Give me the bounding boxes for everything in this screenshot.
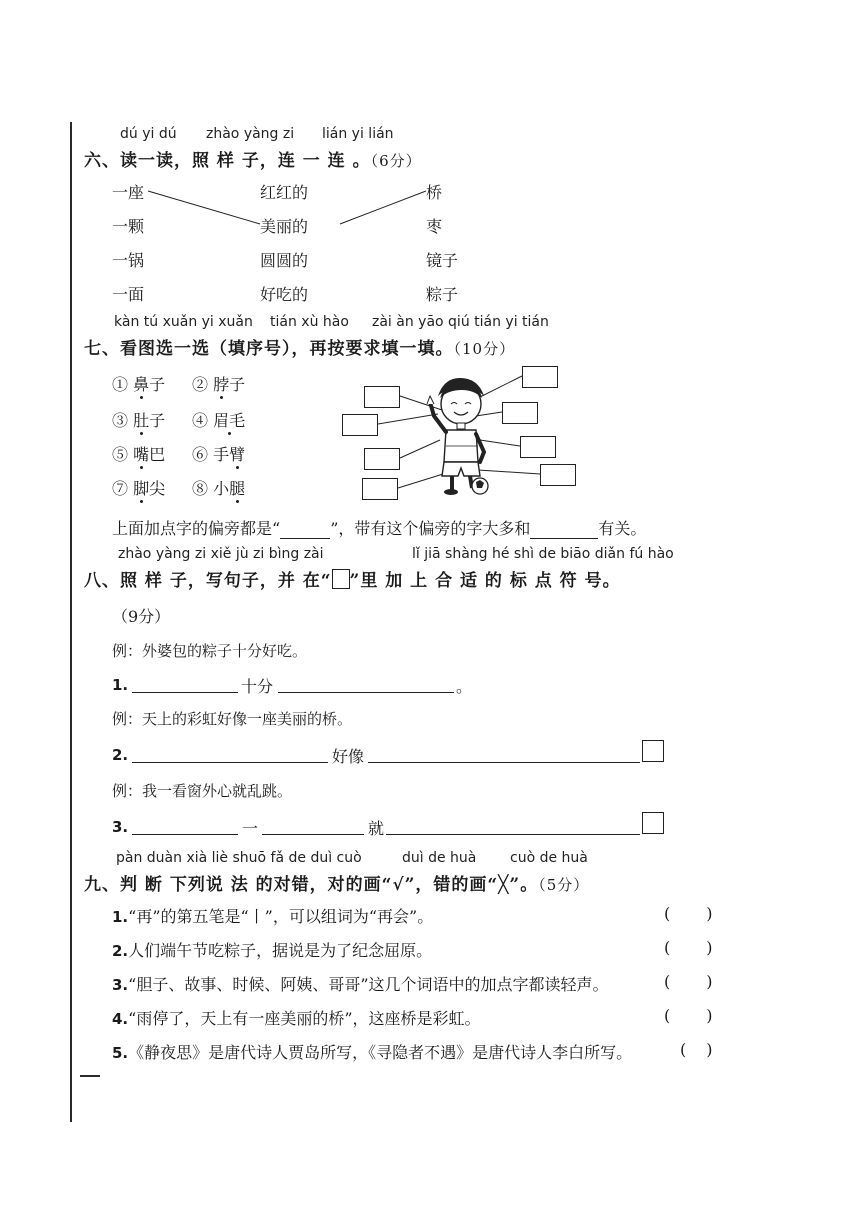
section-9-score: （5分） (538, 876, 590, 894)
label-box[interactable] (364, 448, 400, 470)
label-box[interactable] (540, 464, 576, 486)
q2-keyword: 好像 (332, 747, 365, 766)
radical-blank[interactable] (280, 519, 330, 539)
q3-keyword-2: 就 (368, 819, 385, 838)
q3-blank-3[interactable] (386, 834, 640, 835)
pinyin-tian-xu-hao: tián xù hào (270, 314, 349, 330)
option-4: ④ 眉毛 (192, 411, 246, 430)
pinyin-cuo-de-hua: cuò de huà (510, 850, 588, 866)
pinyin-lian-yi-lian: lián yi lián (322, 126, 394, 142)
answer-paren-1[interactable]: ( ) (664, 904, 713, 923)
label-box[interactable] (364, 386, 400, 408)
section-9-title-text: 九、判 断 下列说 法 的对错，对的画“√”，错的画“╳”。 (84, 875, 539, 895)
section-7-title-text: 七、看图选一选（填序号），再按要求填一填。 (84, 339, 454, 359)
q3-keyword-1: 一 (242, 819, 259, 838)
q3-punct-box[interactable] (642, 812, 664, 834)
q2-punct-box[interactable] (642, 740, 664, 762)
col2-item: 红红的 (260, 183, 309, 202)
col3-item: 枣 (426, 217, 443, 236)
pinyin-du-yi-du: dú yi dú (120, 126, 177, 142)
pinyin-zhao-yang-zi: zhào yàng zi (206, 126, 295, 142)
pinyin-zhao-yang-zi-xie: zhào yàng zi xiě jù zi bìng zài (118, 546, 324, 562)
col2-item: 好吃的 (260, 285, 309, 304)
q1-period: 。 (456, 677, 473, 696)
answer-paren-4[interactable]: ( ) (664, 1006, 713, 1025)
label-box[interactable] (502, 402, 538, 424)
q3-blank-1[interactable] (132, 834, 238, 835)
pinyin-zai-an-yao-qiu: zài àn yāo qiú tián yi tián (372, 314, 549, 330)
answer-paren-2[interactable]: ( ) (664, 938, 713, 957)
meaning-blank[interactable] (530, 519, 598, 539)
pinyin-kan-tu: kàn tú xuǎn yi xuǎn (114, 314, 253, 330)
q3-blank-2[interactable] (262, 834, 364, 835)
judge-item-5: 5.《静夜思》是唐代诗人贾岛所写，《寻隐者不遇》是唐代诗人李白所写。 (112, 1043, 633, 1062)
example-3: 例：我一看窗外心就乱跳。 (112, 782, 293, 800)
q2-blank-1[interactable] (132, 762, 328, 763)
judge-item-4: 4.“雨停了，天上有一座美丽的桥”，这座桥是彩虹。 (112, 1009, 481, 1028)
option-5: ⑤ 嘴巴 (112, 445, 166, 464)
section-9-title (84, 870, 589, 895)
q3-number: 3. (112, 818, 129, 836)
punct-box-icon (332, 569, 350, 589)
judge-item-1: 1.“再”的第五笔是“丨”，可以组词为“再会”。 (112, 907, 434, 926)
pinyin-dui-de-hua: duì de huà (402, 850, 477, 866)
q2-blank-2[interactable] (368, 762, 640, 763)
label-box[interactable] (342, 414, 378, 436)
example-2: 例：天上的彩虹好像一座美丽的桥。 (112, 710, 353, 728)
label-box[interactable] (520, 436, 556, 458)
col3-item: 粽子 (426, 285, 459, 304)
col1-item: 一座 (112, 183, 145, 202)
col1-item: 一颗 (112, 217, 145, 236)
option-1: ① 鼻子 (112, 375, 166, 394)
section-6-title-text: 六、读一读，照 样 子，连 一 连 。 (84, 151, 371, 171)
example-1: 例：外婆包的粽子十分好吃。 (112, 642, 308, 660)
radical-fill-sentence: 上面加点字的偏旁都是“ ”，带有这个偏旁的字大多和 有关。 (112, 519, 647, 538)
label-box[interactable] (522, 366, 558, 388)
q1-blank-2[interactable] (278, 692, 454, 693)
option-2: ② 脖子 (192, 375, 246, 394)
option-8: ⑧ 小腿 (192, 479, 246, 498)
section-8-score: （9分） (112, 607, 171, 626)
section-7-score: （10分） (453, 340, 516, 358)
option-7: ⑦ 脚尖 (112, 479, 166, 498)
option-6: ⑥ 手臂 (192, 445, 246, 464)
judge-item-2: 2.人们端午节吃粽子，据说是为了纪念屈原。 (112, 941, 433, 960)
judge-item-3: 3.“胆子、故事、时候、阿姨、哥哥”这几个词语中的加点字都读轻声。 (112, 975, 609, 994)
q1-keyword: 十分 (241, 677, 274, 696)
col3-item: 镜子 (426, 251, 459, 270)
answer-paren-5[interactable]: ( ) (680, 1040, 713, 1059)
col1-item: 一锅 (112, 251, 145, 270)
label-box[interactable] (362, 478, 398, 500)
col2-item: 圆圆的 (260, 251, 309, 270)
col1-item: 一面 (112, 285, 145, 304)
section-6-score: （6分） (370, 152, 422, 170)
answer-paren-3[interactable]: ( ) (664, 972, 713, 991)
col2-item: 美丽的 (260, 217, 309, 236)
q1-blank-1[interactable] (132, 692, 238, 693)
pinyin-li-jia-shang: lǐ jiā shàng hé shì de biāo diǎn fú hào (412, 546, 674, 562)
col3-item: 桥 (426, 183, 443, 202)
q1-number: 1. (112, 676, 129, 694)
pinyin-pan-duan: pàn duàn xià liè shuō fǎ de duì cuò (116, 850, 362, 866)
option-3: ③ 肚子 (112, 411, 166, 430)
section-8-title: 八、照 样 子，写句子，并 在“ ”里 加 上 合 适 的 标 点 符 号。 (84, 571, 621, 591)
q2-number: 2. (112, 746, 129, 764)
